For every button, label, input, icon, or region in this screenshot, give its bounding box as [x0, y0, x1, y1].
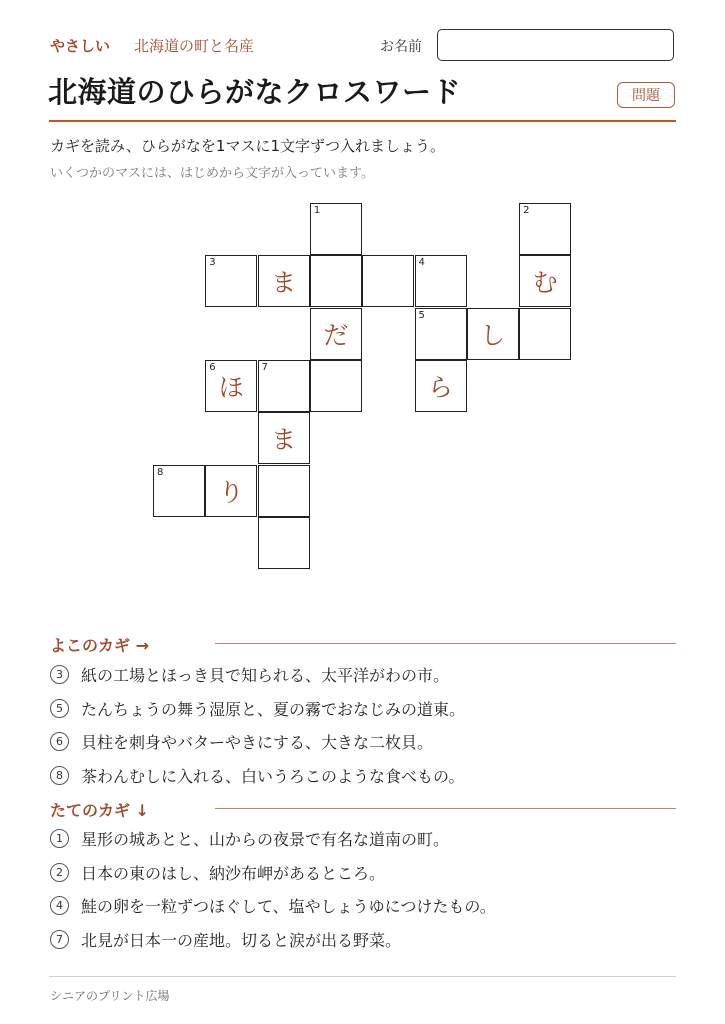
grid-cell[interactable]	[415, 360, 467, 412]
clue-number: 4	[50, 896, 69, 915]
cell-number: 8	[157, 466, 164, 478]
clue-text: 鮭の卵を一粒ずつほぐして、塩やしょうゆにつけたもの。	[81, 897, 496, 916]
clue-item	[50, 730, 433, 753]
grid-cell[interactable]	[153, 465, 205, 517]
clue-item	[50, 827, 449, 850]
clue-number: 7	[50, 930, 69, 949]
clue-number: 8	[50, 766, 69, 785]
given-letter: ほ	[218, 372, 244, 402]
across-heading: よこのカギ →	[50, 636, 149, 655]
footer-divider	[49, 976, 676, 977]
grid-cell[interactable]	[415, 308, 467, 360]
instruction-line-2: いくつかのマスには、はじめから文字が入っています。	[50, 166, 374, 181]
given-letter: む	[532, 268, 558, 298]
given-letter: ま	[271, 268, 297, 298]
clue-number: 1	[50, 829, 69, 848]
grid-cell[interactable]	[310, 203, 362, 255]
across-divider	[215, 643, 676, 644]
cell-number: 6	[209, 361, 216, 373]
cell-number: 1	[313, 205, 321, 216]
grid-cell[interactable]	[362, 255, 414, 307]
grid-cell[interactable]	[467, 308, 519, 360]
clue-item	[50, 663, 449, 686]
grid-cell[interactable]	[258, 412, 310, 464]
clue-text: 茶わんむしに入れる、白いうろこのような食べもの。	[81, 766, 465, 786]
clue-number: 2	[50, 863, 69, 882]
instruction-line-1: カギを読み、ひらがなを1マスに1文字ずつ入れましょう。	[50, 137, 445, 155]
clue-text: 日本の東のはし、納沙布岬があるところ。	[81, 863, 386, 883]
grid-cell[interactable]	[258, 255, 310, 307]
grid-cell[interactable]	[205, 255, 257, 307]
down-heading: たてのカギ ↓	[50, 801, 149, 820]
name-label: お名前	[380, 39, 422, 55]
page-title: 北海道のひらがなクロスワード	[48, 75, 462, 109]
cell-number: 4	[418, 257, 425, 269]
grid-cell[interactable]	[258, 465, 310, 517]
clue-item	[50, 861, 385, 884]
clue-text: 北見が日本一の産地。切ると涙が出る野菜。	[81, 930, 402, 950]
clue-number: 6	[50, 732, 69, 751]
clue-text: 貝柱を刺身やバターやきにする、大きな二枚貝。	[81, 733, 434, 752]
grid-cell[interactable]	[205, 360, 257, 412]
grid-cell[interactable]	[205, 465, 257, 517]
grid-cell[interactable]	[519, 203, 571, 255]
given-letter: り	[218, 477, 244, 507]
grid-cell[interactable]	[310, 308, 362, 360]
difficulty-label: やさしい	[50, 37, 111, 55]
grid-cell[interactable]	[310, 360, 362, 412]
title-divider	[49, 120, 676, 122]
given-letter: し	[480, 320, 506, 350]
clue-item	[50, 697, 465, 720]
clue-item	[50, 894, 496, 917]
clue-text: 紙の工場とほっき貝で知られる、太平洋がわの市。	[81, 666, 450, 685]
grid-cell[interactable]	[415, 255, 467, 307]
footer-text: シニアのプリント広場	[50, 989, 170, 1003]
clue-text: 星形の城あとと、山からの夜景で有名な道南の町。	[81, 830, 450, 849]
clue-item	[50, 928, 401, 951]
grid-cell[interactable]	[519, 308, 571, 360]
grid-cell[interactable]	[310, 255, 362, 307]
clue-number: 5	[50, 699, 69, 718]
grid-cell[interactable]	[258, 360, 310, 412]
cell-number: 5	[418, 309, 425, 321]
cell-number: 7	[261, 361, 268, 373]
name-input[interactable]	[437, 29, 674, 61]
given-letter: ま	[271, 425, 297, 455]
cell-number: 3	[209, 257, 216, 269]
given-letter: だ	[323, 320, 349, 350]
given-letter: ら	[427, 372, 453, 402]
category-label: 北海道の町と名産	[134, 37, 255, 55]
clue-item	[50, 764, 464, 787]
down-divider	[215, 808, 676, 809]
grid-cell[interactable]	[258, 517, 310, 569]
clue-number: 3	[50, 665, 69, 684]
cell-number: 2	[523, 205, 530, 216]
problem-badge: 問題	[617, 82, 675, 108]
clue-text: たんちょうの舞う湿原と、夏の霧でおなじみの道東。	[81, 699, 466, 719]
grid-cell[interactable]	[519, 255, 571, 307]
